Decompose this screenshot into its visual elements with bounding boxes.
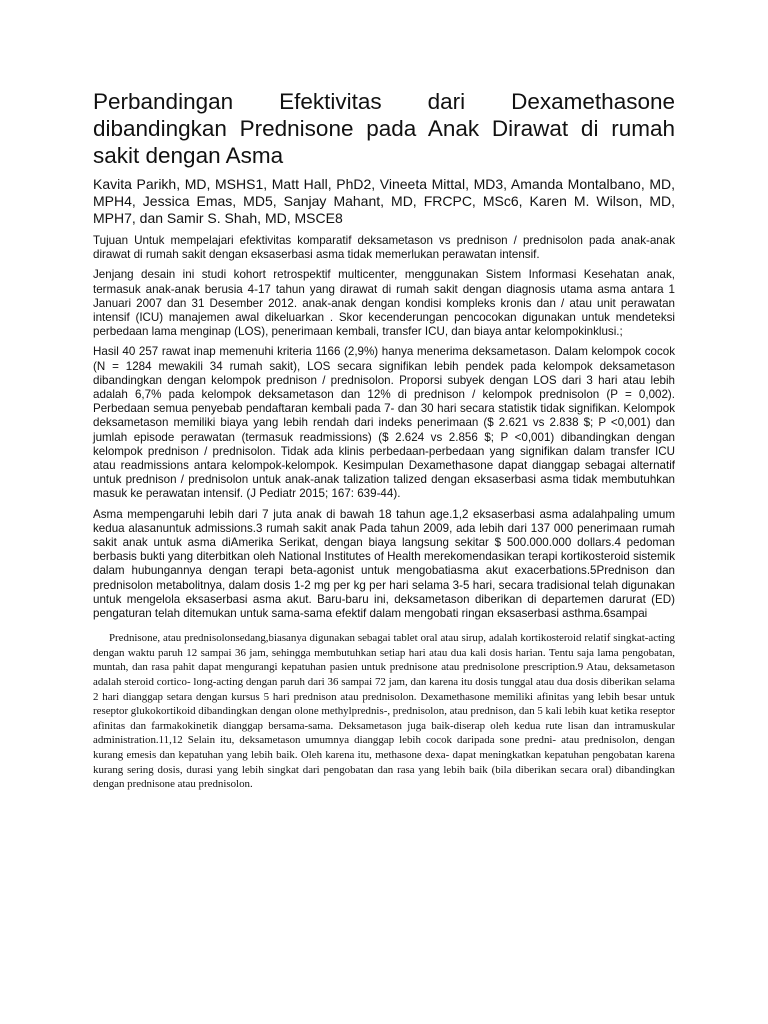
body-paragraph: Prednisone, atau prednisolonsedang,biasanya digunakan sebagai tablet oral atau sirup, adalah kortikosteroid relatif singkat-acting dengan waktu paruh 12 sampai 36 jam, sehingga membutuhkan setiap hari atau dua kali dosis harian. Tentu saja lama pengobatan, muntah, dan rasa pahit dapat mengurangi kepatuhan pasien untuk prednisone atau prednisolone prescription.9 Atau, deksametason adalah steroid cortico- long-acting dengan paruh dari 36 sampai 72 jam, dan karena itu dosis tunggal atau dua dosis diberikan selama 2 hari dianggap setara dengan kursus 5 hari prednison atau prednisolon. Dexamethasone memiliki afinitas yang lebih besar untuk reseptor glukokortikoid dibandingkan dengan olone methylprednis-, prednisolon, atau prednison, dan 5 kali lebih kuat ketika reseptor afinitas dan farmakokinetik dianggap bersama-sama. Deksametason juga baik-diserap oleh kedua rute lisan dan intramuskular administration.11,12 Selain itu, deksametason umumnya dianggap lebih cocok daripada sone predni- atau prednisolon, dengan kurang emesis dan kepatuhan yang lebih baik. Oleh karena itu, methasone dexa- dapat meningkatkan kepatuhan pengobatan karena kurang sering dosis, durasi yang lebih singkat dari pengobatan dan rasa yang lebih baik (bila diberikan secara oral) dibandingkan dengan prednisone atau prednisolon. [93,632,675,791]
document-title: Perbandingan Efektivitas dari Dexamethasone dibandingkan Prednisone pada Anak Dirawat di rumah sakit dengan Asma [93,89,675,168]
author-list: Kavita Parikh, MD, MSHS1, Matt Hall, PhD2, Vineeta Mittal, MD3, Amanda Montalbano, MD, MPH4, Jessica Emas, MD5, Sanjay Mahant, MD, FRCPC, MSc6, Karen M. Wilson, MD, MPH7, dan Samir S. Shah, MD, MSCE8 [93,176,675,226]
abstract-objective-paragraph: Tujuan Untuk mempelajari efektivitas komparatif deksametason vs prednison / prednisolon pada anak-anak dirawat di rumah sakit dengan eksaserbasi asma tidak memerlukan perawatan intensif. [93,234,675,262]
intro-paragraph: Asma mempengaruhi lebih dari 7 juta anak di bawah 18 tahun age.1,2 eksaserbasi asma adalahpaling umum kedua alasanuntuk admissions.3 rumah sakit anak Pada tahun 2009, ada lebih dari 137 000 penerimaan rumah sakit anak untuk asma diAmerika Serikat, dengan biaya langsung sekitar $ 500.000.000 dollars.4 pedoman berbasis bukti yang diterbitkan oleh National Institutes of Health merekomendasikan terapi kortikosteroid sistemik dalam hubungannya dengan terapi beta-agonist untuk mengobatiasma akut exacerbations.5Prednison dan prednisolon metabolitnya, dalam dosis 1-2 mg per kg per hari selama 3-5 hari, secara tradisional telah digunakan untuk mengelola eksaserbasi asma akut. Baru-baru ini, deksametason diberikan di departemen darurat (ED) pengaturan telah ditemukan untuk sama-sama efektif dalam mengobati ringan eksaserbasi asthma.6sampai [93,507,675,621]
document-page [93,88,675,792]
abstract-results-paragraph: Hasil 40 257 rawat inap memenuhi kriteria 1166 (2,9%) hanya menerima deksametason. Dalam kelompok cocok (N = 1284 mewakili 34 rumah sakit), LOS secara signifikan lebih pendek pada kelompok deksametason dibandingkan dengan kelompok prednison / prednisolon. Proporsi subyek dengan LOS dari 3 hari atau lebih adalah 6,7% pada kelompok deksametason dan 12% di prednison / kelompok prednisolon (P = 0,002). Perbedaan semua penyebab pendaftaran kembali pada 7- dan 30 hari secara statistik tidak signifikan. Kelompok deksametason memiliki biaya yang lebih rendah dari indeks penerimaan ($ 2.621 vs 2.838 $; P <0,001) dan jumlah episode perawatan (termasuk readmissions) ($ 2.624 vs 2.856 $; P <0,001) dibandingkan dengan kelompok prednison / prednisolon. Tidak ada klinis perbedaan-perbedaan yang signifikan dalam transfer ICU atau readmissions antara kelompok-kelompok. Kesimpulan Dexamethasone dapat dianggap sebagai alternatif untuk prednison / prednisolon untuk anak-anak talization talized dengan eksaserbasi asma tidak membutuhkan masuk ke perawatan intensif. (J Pediatr 2015; 167: 639-44). [93,345,675,501]
abstract-design-paragraph: Jenjang desain ini studi kohort retrospektif multicenter, menggunakan Sistem Informasi Kesehatan anak, termasuk anak-anak berusia 4-17 tahun yang dirawat di rumah sakit dengan diagnosis utama asma antara 1 Januari 2007 dan 31 Desember 2012. anak-anak dengan kondisi kompleks kronis dan / atau unit perawatan intensif (ICU) manajemen awal dikeluarkan . Skor kecenderungan pencocokan digunakan untuk mendeteksi perbedaan lama menginap (LOS), penerimaan kembali, transfer ICU, dan biaya antar kelompokinklusi.; [93,268,675,339]
